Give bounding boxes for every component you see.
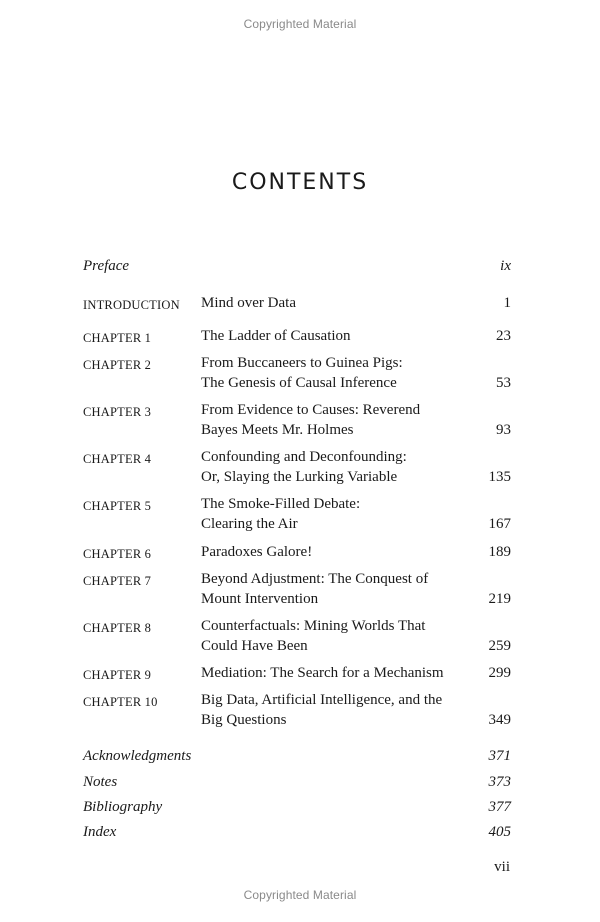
toc-entry-page: 405 [488,824,511,840]
chapter-title-line: Mind over Data [201,295,296,311]
chapter-title-line: From Buccaneers to Guinea Pigs: [201,355,403,371]
page-number: vii [494,859,510,875]
page-title: CONTENTS [231,169,369,195]
toc-entry-title: Notes [83,774,118,790]
toc-entry-title: Preface [83,258,130,274]
copyright-watermark-bottom: Copyrighted Material [243,888,357,902]
chapter-title-line: The Smoke-Filled Debate: [201,496,361,512]
chapter-title-line: Beyond Adjustment: The Conquest of [201,571,429,587]
chapter-title [201,690,471,730]
chapter-title [201,616,471,656]
chapter-title [201,542,471,562]
chapter-label: CHAPTER 10 [83,695,158,709]
toc-entry-title: Bibliography [83,799,163,815]
chapter-title-line: Bayes Meets Mr. Holmes [201,422,354,438]
copyright-watermark-top: Copyrighted Material [243,17,357,31]
toc-entry-page: 373 [488,774,511,790]
chapter-label: CHAPTER 2 [83,358,152,372]
chapter-title-line: Big Data, Artificial Intelligence, and the [201,692,443,708]
chapter-title-line: Mount Intervention [201,591,319,607]
chapter-title-line: Big Questions [201,712,287,728]
chapter-label: CHAPTER 4 [83,452,152,466]
chapter-label: CHAPTER 8 [83,621,152,635]
chapter-title-line: Could Have Been [201,638,308,654]
chapter-label: CHAPTER 1 [83,331,152,345]
chapter-page: 189 [488,544,511,560]
chapter-title [201,569,471,609]
chapter-page: 259 [488,638,511,654]
chapter-page: 219 [488,591,511,607]
toc-entry-title: Acknowledgments [83,748,192,764]
chapter-title-line: Mediation: The Search for a Mechanism [201,665,444,681]
chapter-title-line: Counterfactuals: Mining Worlds That [201,618,426,634]
chapter-title [201,293,471,313]
chapter-page: 299 [488,665,511,681]
toc-entry-page: 377 [488,799,511,815]
chapter-page: 93 [496,422,511,438]
chapter-page: 53 [496,375,511,391]
chapter-label: INTRODUCTION [83,298,180,312]
chapter-label: CHAPTER 7 [83,574,152,588]
chapter-page: 167 [488,516,511,532]
chapter-title-line: Clearing the Air [201,516,298,532]
chapter-title [201,447,471,487]
chapter-page: 349 [488,712,511,728]
chapter-page: 135 [488,469,511,485]
chapter-page: 1 [503,295,511,311]
chapter-title-line: The Ladder of Causation [201,328,351,344]
chapter-title [201,353,471,393]
chapter-label: CHAPTER 6 [83,547,152,561]
chapter-label: CHAPTER 9 [83,668,152,682]
chapter-title-line: Or, Slaying the Lurking Variable [201,469,398,485]
chapter-title-line: Paradoxes Galore! [201,544,313,560]
chapter-label: CHAPTER 3 [83,405,152,419]
chapter-title-line: From Evidence to Causes: Reverend [201,402,421,418]
chapter-title-line: The Genesis of Causal Inference [201,375,397,391]
chapter-title [201,494,471,534]
toc-entry-page: 371 [488,748,511,764]
chapter-title [201,663,471,683]
chapter-title-line: Confounding and Deconfounding: [201,449,407,465]
toc-entry-page: ix [500,258,511,274]
chapter-page: 23 [496,328,511,344]
chapter-title [201,326,471,346]
chapter-label: CHAPTER 5 [83,499,152,513]
chapter-title [201,400,471,440]
toc-entry-title: Index [83,824,117,840]
